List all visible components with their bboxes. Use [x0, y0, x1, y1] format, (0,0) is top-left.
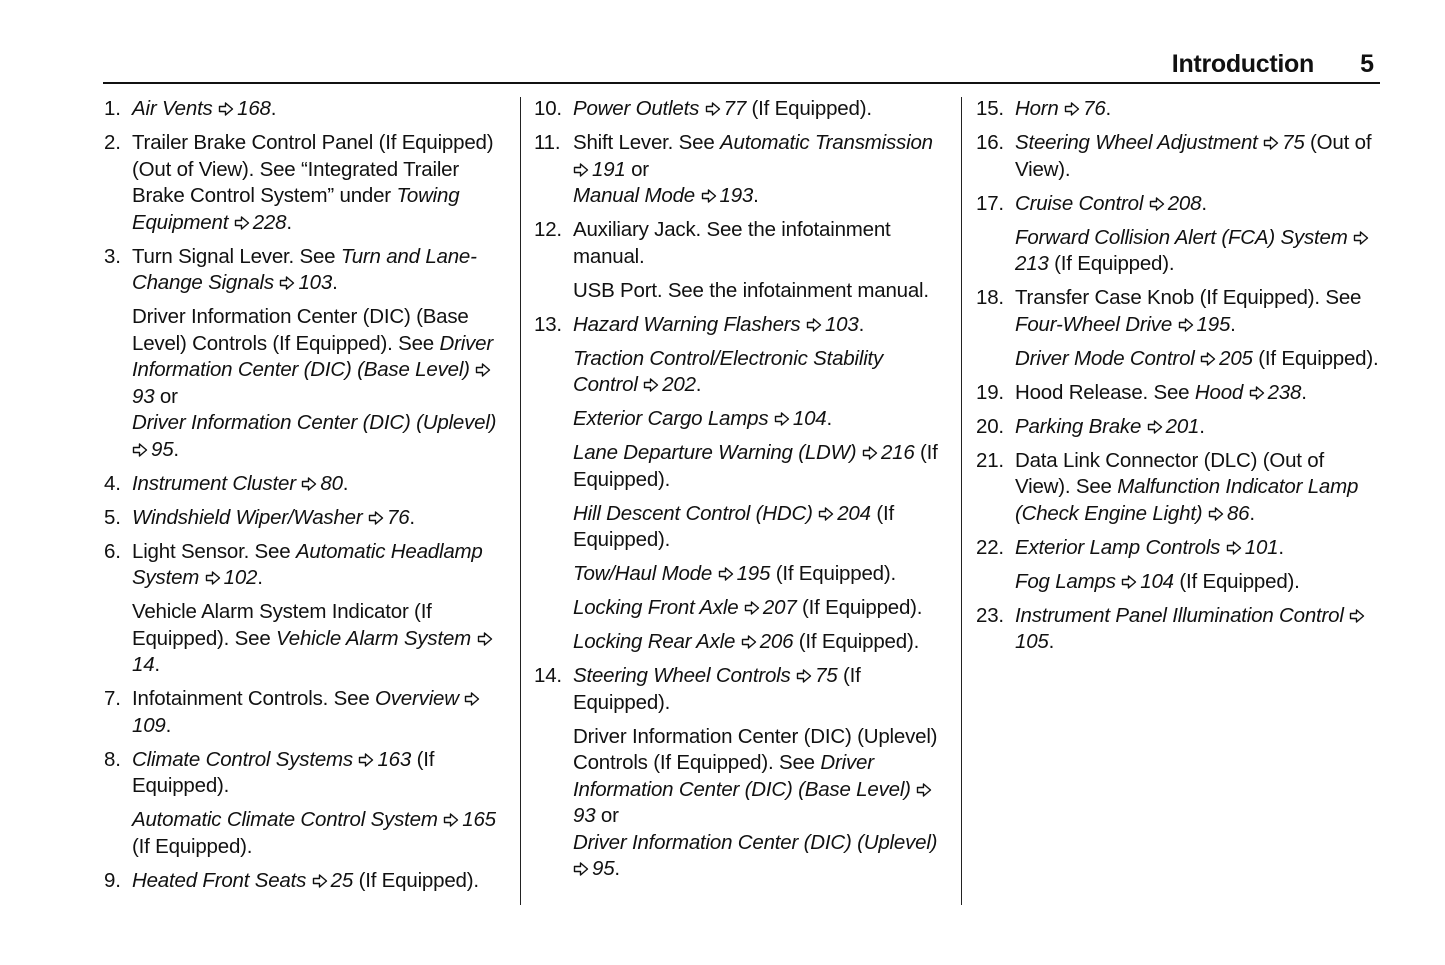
reference-suffix: .: [286, 210, 292, 234]
page-ref-arrow-icon: [741, 634, 757, 650]
cross-reference-title: Parking Brake: [1015, 414, 1142, 438]
item-label: USB Port. See the infotainment manual.: [573, 278, 929, 302]
cross-reference-title: Forward Collision Alert (FCA) System: [1015, 225, 1348, 249]
page-ref-arrow-icon: [312, 873, 328, 889]
column-divider: [520, 97, 521, 905]
page-number: 5: [1360, 50, 1374, 78]
reference-suffix: (Out of View).: [1015, 131, 1372, 181]
reference-suffix: .: [753, 184, 759, 207]
item-number: 14.: [534, 664, 562, 687]
item-text: [132, 96, 504, 123]
item-number: 20.: [976, 414, 1004, 438]
reference-suffix: .: [858, 312, 865, 336]
item-number: 7.: [104, 687, 121, 710]
list-subitem: [534, 561, 944, 588]
item-label: Driver Information Center (DIC) (Base Level) Controls (If Equipped). See: [132, 305, 469, 355]
page-reference[interactable]: 93: [573, 804, 596, 827]
page-reference[interactable]: 103: [824, 312, 859, 336]
reference-suffix: .: [409, 505, 415, 529]
item-text: [1015, 285, 1380, 338]
item-number: 15.: [976, 97, 1004, 120]
item-text: [132, 539, 504, 592]
page-ref-arrow-icon: [1349, 608, 1365, 624]
page-reference[interactable]: 25: [330, 868, 354, 892]
page-ref-arrow-icon: [705, 101, 721, 117]
item-label: Infotainment Controls. See: [132, 687, 376, 710]
item-label: Turn Signal Lever. See: [132, 244, 341, 268]
list-subitem: [976, 225, 1380, 278]
reference-suffix: .: [1301, 380, 1307, 404]
item-text: [1015, 535, 1380, 562]
reference-suffix: .: [1201, 191, 1207, 215]
page-ref-arrow-icon: [464, 691, 480, 707]
cross-reference-title: Vehicle Alarm System: [276, 626, 472, 650]
reference-suffix: (If Equipped).: [796, 596, 923, 619]
item-label: Transfer Case Knob (If Equipped). See: [1015, 286, 1362, 309]
cross-reference-title: Overview: [375, 687, 459, 710]
page-reference[interactable]: 75: [815, 664, 838, 687]
reference-suffix: .: [1249, 501, 1255, 525]
cross-reference-title: Hill Descent Control (HDC): [573, 501, 813, 525]
cross-reference-title: Lane Departure Warning (LDW): [573, 441, 857, 464]
page-reference[interactable]: 86: [1226, 501, 1250, 525]
page-ref-arrow-icon: [477, 631, 493, 647]
reference-suffix: (If Equipped).: [353, 868, 479, 892]
item-label: Vehicle Alarm System Indicator (If Equipped). See: [132, 600, 432, 650]
item-number: 3.: [104, 244, 121, 268]
page-ref-arrow-icon: [1353, 230, 1369, 246]
page-ref-arrow-icon: [744, 600, 760, 616]
cross-reference-title: Driver Mode Control: [1015, 346, 1195, 370]
cross-reference-title: Steering Wheel Controls: [573, 664, 791, 687]
list-item: [976, 285, 1380, 338]
list-subitem: [534, 440, 944, 493]
page-reference[interactable]: 103: [298, 271, 333, 294]
item-label: Data Link Connector (DLC) (Out of View). See: [1015, 448, 1324, 498]
item-text: [132, 747, 504, 800]
cross-reference-title: Driver Information Center (DIC) (Base Level): [573, 751, 911, 801]
list-item: [534, 663, 944, 716]
page-ref-arrow-icon: [701, 188, 717, 204]
reference-suffix: (If Equipped).: [573, 664, 861, 714]
reference-suffix: .: [154, 653, 160, 676]
page-reference[interactable]: 95: [592, 857, 615, 880]
cross-reference-title: Air Vents: [132, 97, 213, 120]
item-number: 12.: [534, 218, 562, 241]
reference-suffix: or: [625, 157, 649, 181]
item-number: 11.: [534, 131, 561, 154]
page-reference[interactable]: 75: [1282, 131, 1305, 154]
item-text: [132, 505, 504, 532]
list-item: [534, 217, 944, 270]
cross-reference-title: Hood: [1194, 380, 1244, 404]
item-number: 16.: [976, 131, 1004, 154]
page-ref-arrow-icon: [1147, 419, 1163, 435]
reference-suffix: (If Equipped).: [132, 834, 253, 858]
reference-suffix: or: [595, 804, 619, 827]
item-label: Trailer Brake Control Panel (If Equipped) (Out of View). See “Integrated Trailer Brake Control System” under: [132, 131, 494, 207]
list-item: [104, 686, 504, 739]
cross-reference-title: Manual Mode: [573, 184, 696, 207]
reference-suffix: .: [173, 437, 179, 461]
list-item: [534, 96, 944, 123]
reference-suffix: .: [614, 857, 620, 880]
item-text: [573, 312, 944, 339]
page-ref-arrow-icon: [368, 510, 384, 526]
item-number: 4.: [104, 471, 121, 495]
item-number: 9.: [104, 868, 121, 892]
cross-reference-title: Locking Front Axle: [573, 596, 739, 619]
cross-reference-title: Exterior Lamp Controls: [1015, 535, 1221, 559]
item-text: [1015, 96, 1380, 123]
page-reference[interactable]: 93: [132, 384, 155, 408]
cross-reference-title: Locking Rear Axle: [573, 630, 736, 653]
item-number: 10.: [534, 97, 562, 120]
item-number: 8.: [104, 747, 121, 771]
cross-reference-title: Traction Control/Electronic Stability Control: [573, 346, 884, 396]
cross-reference-title: Instrument Cluster: [132, 471, 296, 495]
reference-suffix: (If Equipped).: [132, 747, 435, 797]
cross-reference-title: Automatic Headlamp System: [132, 539, 483, 589]
column-2: [534, 96, 944, 890]
list-item: [104, 96, 504, 123]
page-reference[interactable]: 104: [792, 407, 827, 430]
list-subitem: [104, 807, 504, 860]
reference-suffix: (If Equipped).: [573, 441, 938, 491]
page-ref-arrow-icon: [1121, 574, 1137, 590]
list-item: [104, 747, 504, 800]
item-text: [573, 663, 944, 716]
cross-reference-title: Hazard Warning Flashers: [573, 312, 801, 336]
item-number: 6.: [104, 539, 121, 563]
cross-reference-title: Windshield Wiper/Washer: [132, 505, 363, 529]
cross-reference-title: Automatic Climate Control System: [132, 808, 438, 831]
page-ref-arrow-icon: [475, 362, 491, 378]
item-text: [132, 868, 504, 895]
page-ref-arrow-icon: [1178, 317, 1194, 333]
list-subitem: [534, 278, 944, 305]
list-item: [976, 191, 1380, 218]
list-subitem: [104, 304, 504, 463]
column-1: [104, 96, 504, 902]
page-ref-arrow-icon: [1064, 101, 1080, 117]
page-reference[interactable]: 95: [151, 437, 174, 461]
page-ref-arrow-icon: [573, 162, 589, 178]
page-reference[interactable]: 165: [462, 808, 496, 831]
reference-suffix: (If Equipped).: [793, 630, 920, 653]
item-number: 22.: [976, 535, 1004, 559]
page-reference[interactable]: 201: [1165, 414, 1200, 438]
page-ref-arrow-icon: [806, 317, 822, 333]
page-reference[interactable]: 208: [1167, 191, 1202, 215]
list-item: [976, 603, 1380, 656]
cross-reference-title: Heated Front Seats: [132, 868, 307, 892]
cross-reference-title: Driver Information Center (DIC) (Uplevel): [573, 830, 938, 854]
list-subitem: [534, 724, 944, 883]
list-item: [976, 96, 1380, 123]
list-item: [104, 539, 504, 592]
reference-suffix: (If Equipped).: [770, 562, 896, 585]
item-text: [1015, 380, 1380, 407]
list-item: [976, 448, 1380, 528]
cross-reference-title: Fog Lamps: [1015, 569, 1116, 593]
item-number: 23.: [976, 603, 1004, 627]
page-reference[interactable]: 77: [723, 97, 747, 120]
reference-suffix: (If Equipped).: [1173, 569, 1300, 593]
list-item: [534, 312, 944, 339]
cross-reference-title: Turn and Lane-Change Signals: [132, 244, 477, 294]
list-subitem: [104, 599, 504, 679]
item-number: 21.: [976, 448, 1004, 472]
item-text: [573, 130, 944, 210]
page-ref-arrow-icon: [279, 275, 295, 291]
page-reference[interactable]: 204: [837, 501, 871, 525]
page-reference[interactable]: 14: [132, 653, 155, 676]
list-item: [104, 130, 504, 236]
reference-suffix: .: [1199, 414, 1205, 438]
reference-suffix: .: [1278, 535, 1284, 559]
page-reference[interactable]: 193: [719, 184, 754, 207]
reference-suffix: .: [1105, 97, 1112, 120]
list-item: [976, 130, 1380, 183]
page-reference[interactable]: 76: [1083, 97, 1106, 120]
page-ref-arrow-icon: [862, 445, 878, 461]
list-item: [104, 868, 504, 895]
item-text: [1015, 603, 1380, 656]
list-subitem: [534, 406, 944, 433]
reference-suffix: .: [1048, 630, 1055, 653]
item-text: [132, 686, 504, 739]
item-label: Shift Lever. See: [573, 131, 721, 154]
list-subitem: [534, 501, 944, 554]
page-reference[interactable]: 238: [1267, 380, 1302, 404]
page-ref-arrow-icon: [132, 442, 148, 458]
page-ref-arrow-icon: [218, 101, 234, 117]
list-item: [976, 535, 1380, 562]
page-reference[interactable]: 195: [1196, 312, 1231, 336]
list-item: [104, 505, 504, 532]
list-subitem: [534, 346, 944, 399]
page-reference[interactable]: 168: [237, 97, 271, 120]
page-ref-arrow-icon: [796, 668, 812, 684]
page-ref-arrow-icon: [718, 566, 734, 582]
item-label: Driver Information Center (DIC) (Uplevel) Controls (If Equipped). See: [573, 724, 938, 774]
list-item: [104, 471, 504, 498]
reference-suffix: (If Equipped).: [573, 501, 894, 551]
list-item: [534, 130, 944, 210]
reference-suffix: (If Equipped).: [1048, 252, 1175, 275]
page-reference[interactable]: 195: [736, 562, 771, 585]
page-ref-arrow-icon: [1226, 540, 1242, 556]
list-item: [976, 380, 1380, 407]
cross-reference-title: Exterior Cargo Lamps: [573, 407, 769, 430]
column-divider: [961, 97, 962, 905]
reference-suffix: (If Equipped).: [1252, 346, 1379, 370]
cross-reference-title: Horn: [1015, 97, 1059, 120]
reference-suffix: .: [342, 471, 349, 495]
page-reference[interactable]: 228: [252, 210, 287, 234]
list-item: [104, 244, 504, 297]
page-reference[interactable]: 191: [592, 157, 626, 181]
page-ref-arrow-icon: [774, 411, 790, 427]
item-text: [573, 96, 944, 123]
list-subitem: [976, 346, 1380, 373]
page-ref-arrow-icon: [643, 377, 659, 393]
page-ref-arrow-icon: [1149, 196, 1165, 212]
cross-reference-title: Automatic Transmission: [720, 131, 933, 154]
item-label: Hood Release. See: [1015, 380, 1195, 404]
page-ref-arrow-icon: [1208, 506, 1224, 522]
cross-reference-title: Four-Wheel Drive: [1015, 312, 1173, 336]
page-reference[interactable]: 216: [880, 441, 915, 464]
reference-suffix: .: [270, 97, 277, 120]
page-ref-arrow-icon: [1249, 385, 1265, 401]
reference-suffix: .: [257, 566, 263, 589]
page-ref-arrow-icon: [818, 506, 834, 522]
page-reference[interactable]: 205: [1219, 346, 1253, 370]
cross-reference-title: Steering Wheel Adjustment: [1015, 131, 1258, 154]
page-header: [103, 48, 1380, 84]
cross-reference-title: Power Outlets: [573, 97, 700, 120]
item-text: [132, 130, 504, 236]
page-ref-arrow-icon: [573, 861, 589, 877]
cross-reference-title: Cruise Control: [1015, 191, 1144, 215]
item-number: 18.: [976, 286, 1004, 309]
item-text: [132, 471, 504, 498]
reference-suffix: .: [165, 713, 172, 737]
reference-suffix: .: [695, 373, 702, 396]
list-subitem: [534, 629, 944, 656]
page-reference[interactable]: 102: [223, 566, 258, 589]
page-reference[interactable]: 76: [387, 505, 410, 529]
section-title: Introduction: [1171, 50, 1314, 78]
page-ref-arrow-icon: [1263, 135, 1279, 151]
reference-suffix: or: [154, 384, 178, 408]
reference-suffix: (If Equipped).: [746, 97, 872, 120]
reference-suffix: .: [1230, 312, 1236, 336]
list-subitem: [534, 595, 944, 622]
page-reference[interactable]: 101: [1244, 535, 1279, 559]
page-ref-arrow-icon: [301, 476, 317, 492]
cross-reference-title: Instrument Panel Illumination Control: [1015, 603, 1344, 627]
page-reference[interactable]: 80: [320, 471, 343, 495]
page-reference[interactable]: 202: [662, 373, 696, 396]
item-number: 5.: [104, 505, 121, 529]
item-text: [1015, 191, 1380, 218]
page-ref-arrow-icon: [1200, 351, 1216, 367]
page-reference[interactable]: 206: [759, 630, 794, 653]
page-reference[interactable]: 105: [1015, 630, 1049, 653]
page-reference[interactable]: 109: [132, 713, 166, 737]
item-text: [1015, 130, 1380, 183]
item-text: [1015, 448, 1380, 528]
page-ref-arrow-icon: [234, 215, 250, 231]
reference-suffix: .: [332, 271, 338, 294]
page-reference[interactable]: 163: [377, 747, 412, 771]
cross-reference-title: Tow/Haul Mode: [573, 562, 713, 585]
item-label: Light Sensor. See: [132, 539, 296, 563]
page-ref-arrow-icon: [916, 782, 932, 798]
item-number: 17.: [976, 191, 1004, 215]
cross-reference-title: Climate Control Systems: [132, 747, 353, 771]
column-3: [976, 96, 1380, 663]
page-ref-arrow-icon: [443, 812, 459, 828]
item-number: 19.: [976, 380, 1004, 404]
cross-reference-title: Driver Information Center (DIC) (Base Level): [132, 331, 493, 381]
cross-reference-title: Malfunction Indicator Lamp (Check Engine Light): [1015, 475, 1359, 525]
page-reference[interactable]: 213: [1015, 252, 1049, 275]
item-number: 13.: [534, 312, 562, 336]
page-ref-arrow-icon: [358, 752, 374, 768]
list-item: [976, 414, 1380, 441]
cross-reference-title: Towing Equipment: [132, 184, 460, 234]
item-number: 2.: [104, 131, 121, 154]
item-text: [132, 244, 504, 297]
item-number: 1.: [104, 97, 121, 120]
item-label: Auxiliary Jack. See the infotainment manual.: [573, 218, 891, 268]
item-text: [1015, 414, 1380, 441]
item-text: [573, 217, 944, 270]
page-reference[interactable]: 104: [1140, 569, 1174, 593]
reference-suffix: .: [826, 407, 832, 430]
page-reference[interactable]: 207: [762, 596, 797, 619]
list-subitem: [976, 569, 1380, 596]
page-ref-arrow-icon: [205, 570, 221, 586]
cross-reference-title: Driver Information Center (DIC) (Uplevel): [132, 411, 497, 434]
